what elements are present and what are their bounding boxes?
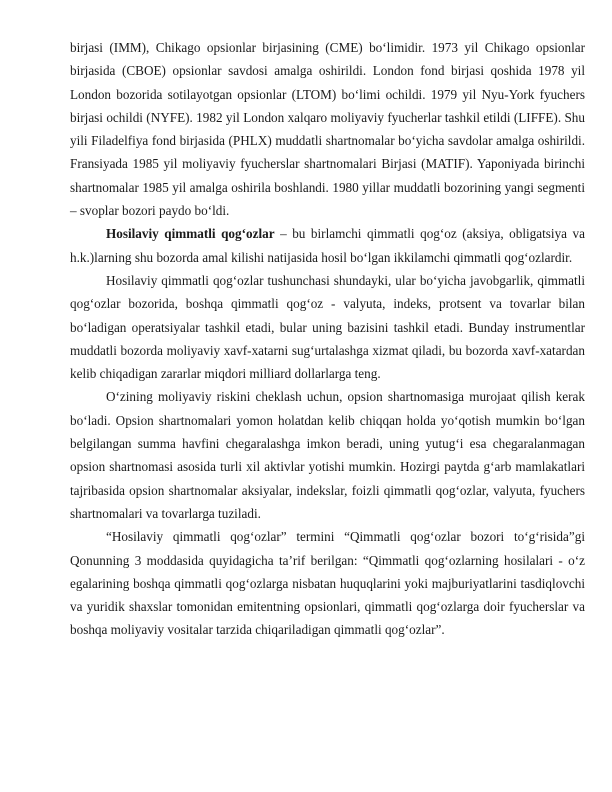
definition-text: – bu birlamchi qimmatli qog‘oz (aksiya, obligatsiya va h.k.)larning shu bozorda amal kilishi natijasida hosil bo‘lgan ikkilamchi qimmatli qog‘ozlardir. [70,226,585,265]
paragraph-option-contracts: O‘zining moliyaviy riskini cheklash uchun, opsion shartnomasiga murojaat qilish kerak bo‘ladi. Opsion shartnomalari yomon holatdan kelib chiqqan holda yo‘qotish mumkin bo‘lgan belgilangan summa havfini chegaralashga imkon beradi, uning yutug‘i esa chegaralanmagan opsion shartnomasi asosida turli xil aktivlar yotishi mumkin. Hozirgi paytda g‘arb mamlakatlari tajribasida opsion shartnomalar aksiyalar, indekslar, foizli qimmatli qog‘ozlar, valyuta, fyuchers shartnomalari va tovarlarga tuziladi. [70,389,585,521]
term-derivative-securities: Hosilaviy qimmatli qog‘ozlar [106,226,275,242]
paragraph-derivatives-definition [70,222,585,269]
document-page [70,36,585,642]
paragraph-derivatives-concept: Hosilaviy qimmatli qog‘ozlar tushunchasi shundayki, ular bo‘yicha javobgarlik, qimmatli qog‘ozlar bozorida, boshqa qimmatli qog‘oz - valyuta, indeks, protsent va tovarlar bilan bo‘ladigan operatsiyalar tashkil etadi, bular uning bazisini tashkil etadi. Bunday instrumentlar muddatli bozorda moliyaviy xavf-xatarni sug‘urtalashga xizmat qiladi, bu bozorda xavf-xatardan kelib chiqadigan zararlar miqdori milliard dollarlarga teng. [70,272,585,382]
paragraph-law-definition: “Hosilaviy qimmatli qog‘ozlar” termini “Qimmatli qog‘ozlar bozori to‘g‘risida”gi Qonunning 3 moddasida quyidagicha ta’rif berilgan: “Qimmatli qog‘ozlarning hosilalari - o‘z egalarining boshqa qimmatli qog‘ozlarga nisbatan huquqlarini yoki majburiyatlarini tasdiqlovchi va yuridik shaxslar tomonidan emitentning opsionlari, qimmatli qog‘ozlarga doir fyucherslar va boshqa moliyaviy vositalar tarzida chiqariladigan qimmatli qog‘ozlar”. [70,529,585,638]
paragraph-exchanges-history: birjasi (IMM), Chikago opsionlar birjasining (CME) bo‘limidir. 1973 yil Chikago opsionlar birjasida (CBOE) opsionlar savdosi amalga oshirildi. London fond birjasi qoshida 1978 yil London bozorida sotilayotgan opsionlar (LTOM) bo‘limi ochildi. 1979 yil Nyu-York fyuchers birjasi ochildi (NYFE). 1982 yil London xalqaro moliyaviy fyucherlar tashkil etildi (LIFFE). Shu yili Filadelfiya fond birjasida (PHLX) muddatli shartnomalar bo‘yicha savdolar amalga oshirildi. Fransiyada 1985 yil moliyaviy fyucherslar shartnomalari Birjasi (MATIF). Yaponiyada birinchi shartnomalar 1985 yil amalga oshirila boshlandi. 1980 yillar muddatli bozorining yangi segmenti – svoplar bozori paydo bo‘ldi. [70,40,585,219]
